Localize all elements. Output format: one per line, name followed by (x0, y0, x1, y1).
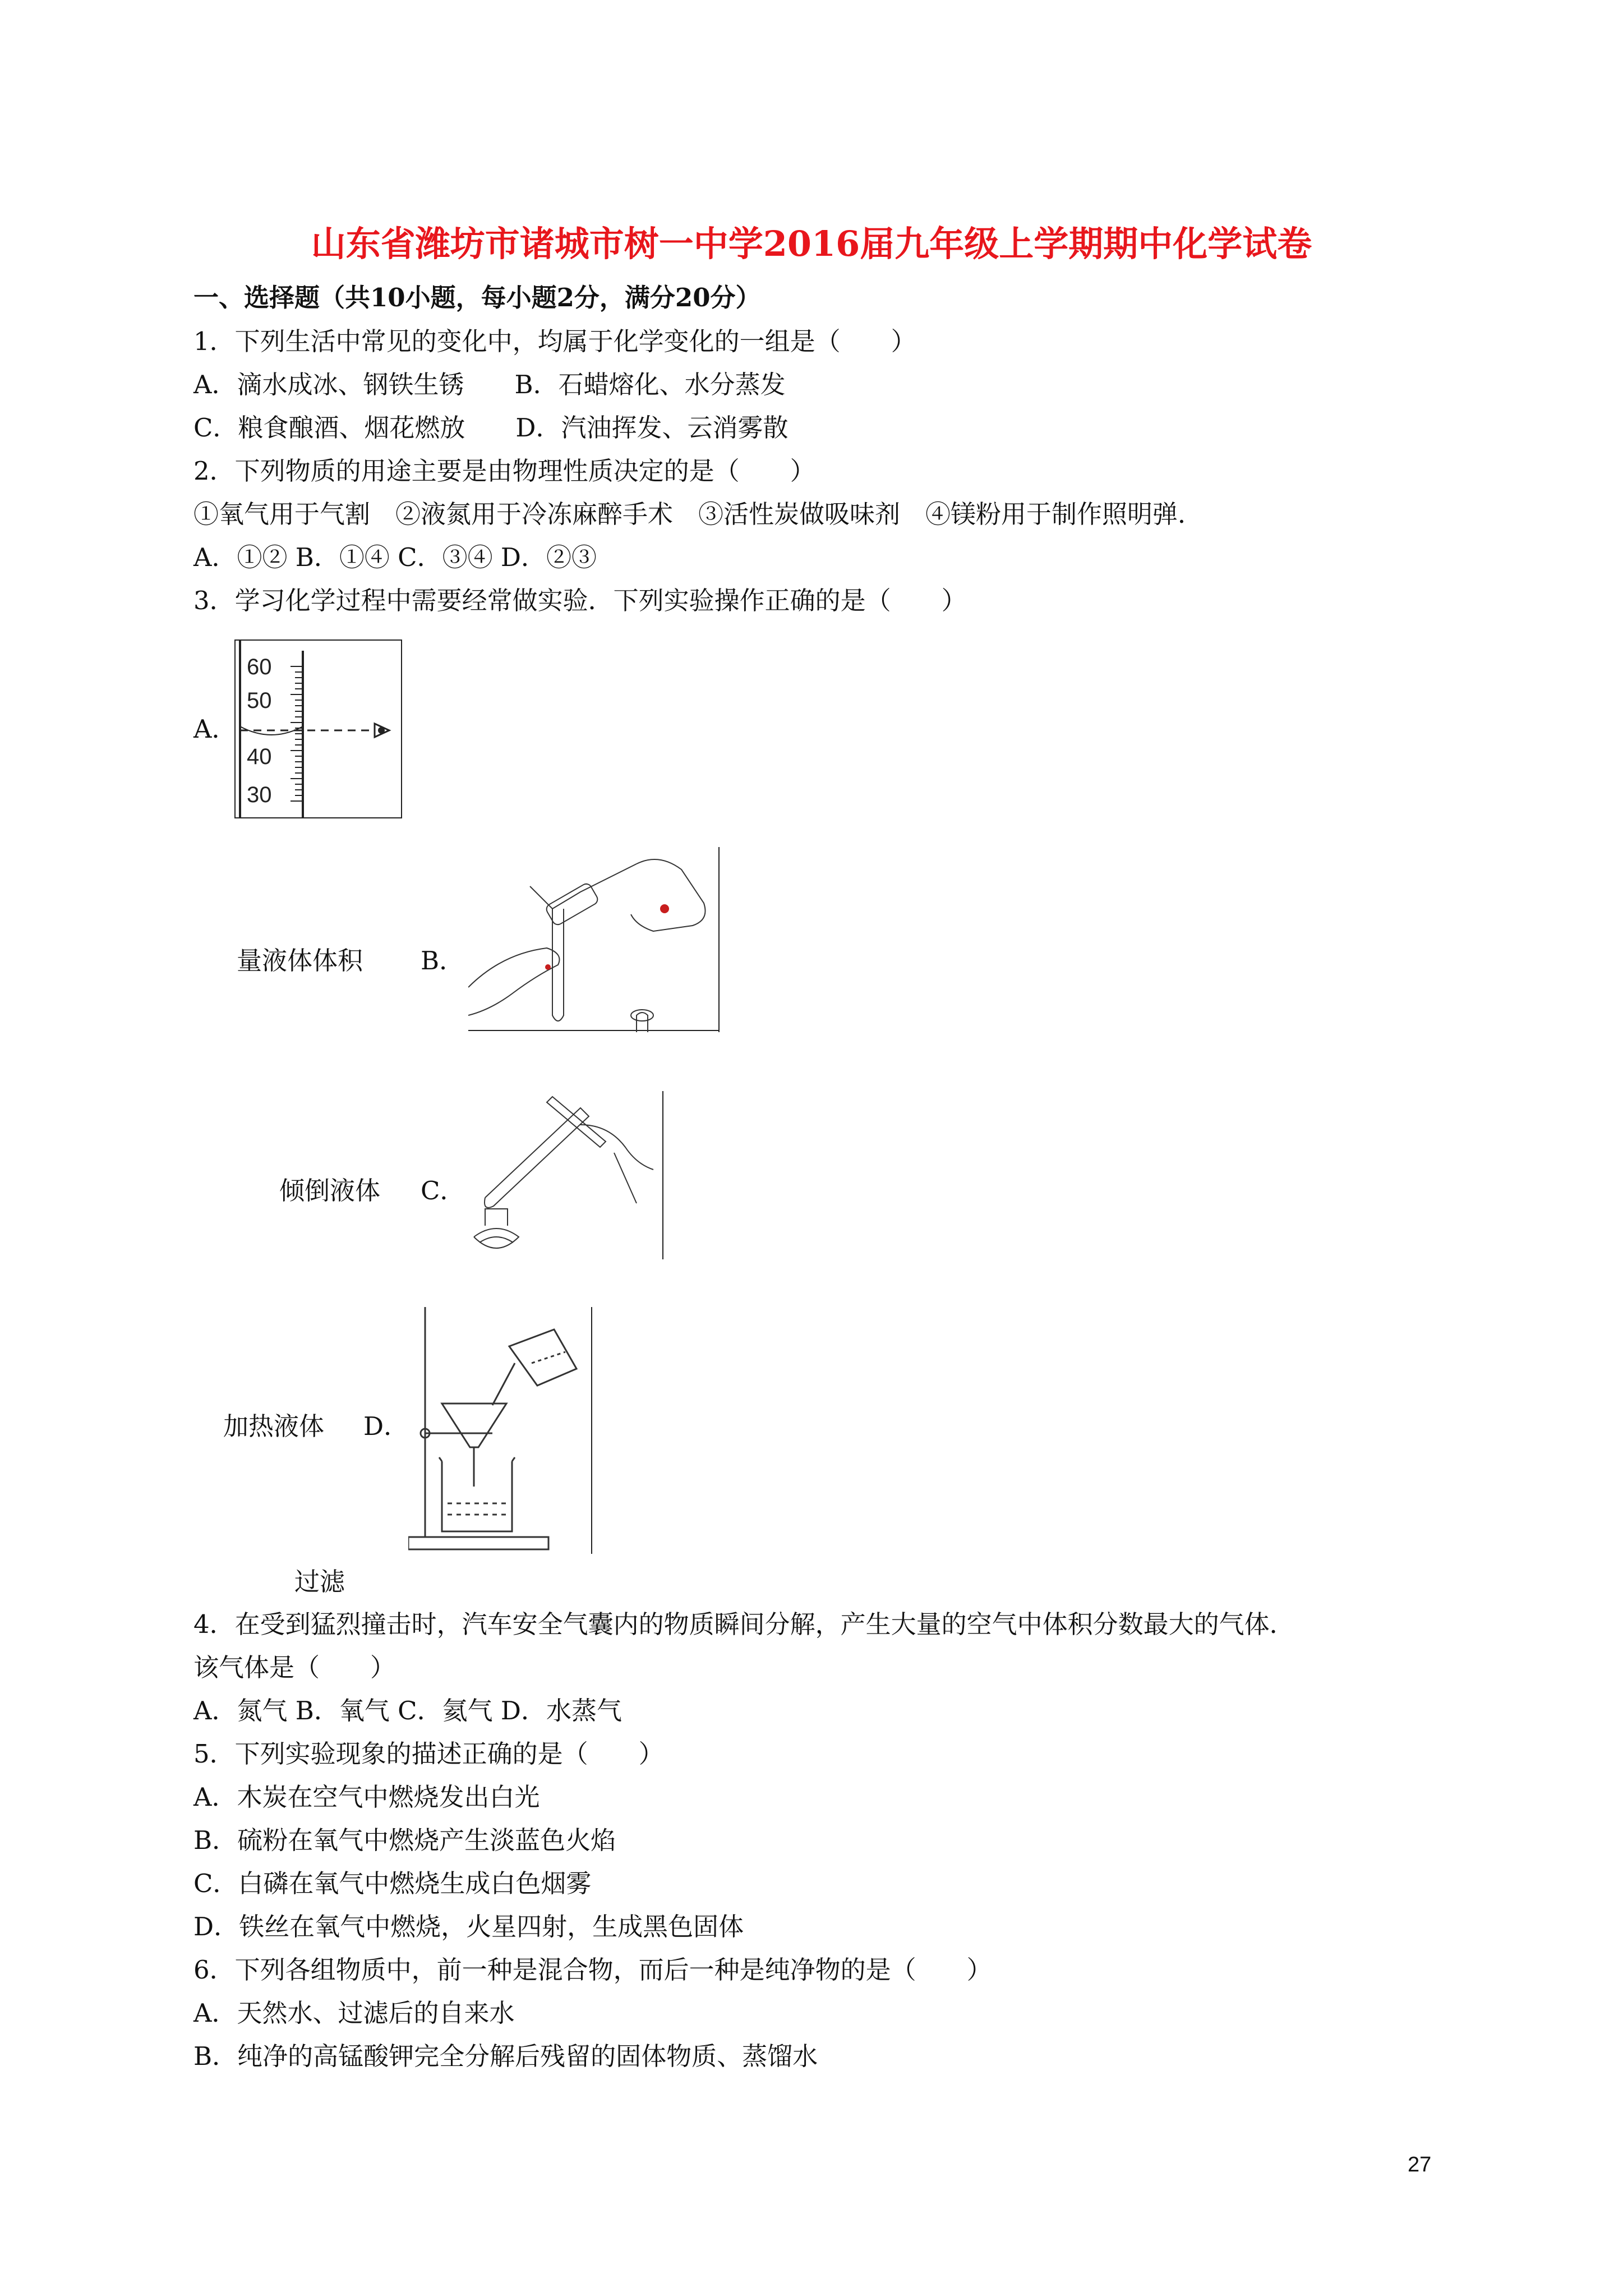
q5-option-b: B．硫粉在氧气中燃烧产生淡蓝色火焰 (193, 1825, 616, 1855)
pouring-liquid-figure (468, 847, 721, 1032)
q5-option-a: A．木炭在空气中燃烧发出白光 (193, 1782, 540, 1812)
q5-stem: 5．下列实验现象的描述正确的是（ ） (193, 1739, 664, 1769)
q3-stem: 3．学习化学过程中需要经常做实验．下列实验操作正确的是（ ） (193, 586, 967, 615)
tick-label: 40 (247, 744, 272, 769)
q3-option-d-label: D． (363, 1411, 409, 1441)
q3-caption-d: 过滤 (294, 1567, 345, 1596)
filtration-figure (408, 1307, 593, 1554)
q1-stem: 1．下列生活中常见的变化中，均属于化学变化的一组是（ ） (193, 326, 916, 356)
q6-stem: 6．下列各组物质中，前一种是混合物，而后一种是纯净物的是（ ） (193, 1955, 992, 1985)
q3-option-c-label: C． (421, 1176, 465, 1205)
q6-option-a: A．天然水、过滤后的自来水 (193, 1998, 515, 2028)
q2-options: A．①② B．①④ C．③④ D．②③ (193, 542, 597, 572)
page-title: 山东省潍坊市诸城市树一中学2016届九年级上学期期中化学试卷 (311, 223, 1312, 264)
q1-options-row1: A．滴水成冰、钢铁生锈 B．石蜡熔化、水分蒸发 (193, 370, 786, 399)
q5-option-d: D．铁丝在氧气中燃烧，火星四射，生成黑色固体 (193, 1912, 744, 1941)
q4-stem-line1: 4．在受到猛烈撞击时，汽车安全气囊内的物质瞬间分解，产生大量的空气中体积分数最大的气体． (193, 1609, 1295, 1639)
heating-liquid-figure (468, 1091, 665, 1259)
page-number: 27 (1408, 2153, 1432, 2177)
q3-caption-a: 量液体体积 (237, 946, 363, 976)
q3-option-a-label: A． (193, 714, 237, 744)
q6-option-b: B．纯净的高锰酸钾完全分解后残留的固体物质、蒸馏水 (193, 2041, 818, 2071)
tick-label: 50 (247, 688, 272, 713)
q3-caption-c: 加热液体 (223, 1411, 325, 1441)
q1-options-row2: C．粮食酿酒、烟花燃放 D．汽油挥发、云消雾散 (193, 413, 789, 443)
q2-stem: 2．下列物质的用途主要是由物理性质决定的是（ ） (193, 456, 815, 486)
q3-caption-b: 倾倒液体 (279, 1176, 381, 1205)
tick-label: 30 (247, 783, 272, 807)
q4-stem-line2: 该气体是（ ） (193, 1653, 396, 1682)
q4-options: A．氮气 B．氧气 C．氦气 D．水蒸气 (193, 1696, 622, 1726)
q5-option-c: C．白磷在氧气中燃烧生成白色烟雾 (193, 1869, 592, 1898)
q3-option-b-label: B． (421, 946, 465, 976)
q2-items: ①氧气用于气割 ②液氮用于冷冻麻醉手术 ③活性炭做吸味剂 ④镁粉用于制作照明弹． (193, 499, 1204, 529)
graduated-cylinder-figure (234, 639, 403, 819)
section-heading: 一、选择题（共10小题，每小题2分，满分20分） (193, 283, 761, 312)
tick-label: 60 (247, 655, 272, 679)
